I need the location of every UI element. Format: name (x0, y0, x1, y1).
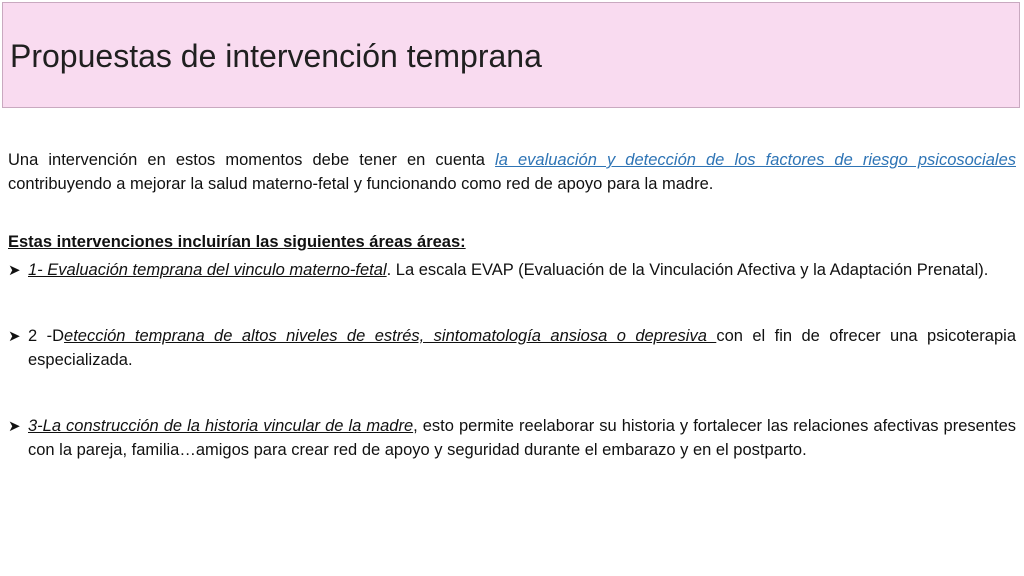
bullet-underlined: 1- Evaluación temprana del vinculo materno-fetal (28, 261, 387, 279)
bullet-item (8, 258, 1016, 282)
bullet-underlined: 3-La construcción de la historia vincular de la madre (28, 417, 414, 435)
intro-paragraph (8, 148, 1016, 196)
bullet-rest: , esto permite reelaborar su historia y fortalecer las relaciones afectivas presentes con la pareja, familia…amigos para crear red de apoyo y seguridad durante el embarazo y en el postparto. (28, 417, 1017, 459)
intro-highlight: la evaluación y detección de los factores de riesgo psicosociales (495, 151, 1016, 169)
arrow-right-icon: ➤ (8, 262, 21, 279)
bullet-item (8, 414, 1016, 462)
slide-content (8, 148, 1016, 462)
bullet-item (8, 324, 1016, 372)
slide-title: Propuestas de intervención temprana (10, 38, 542, 74)
bullet-rest: con el fin de ofrecer una psicoterapia especializada. (28, 327, 1016, 369)
title-bar (2, 2, 1020, 108)
bullet-prefix: 2 -D (28, 327, 65, 345)
bullet-underlined: etección temprana de altos niveles de estrés, sintomatología ansiosa o depresiva (64, 327, 717, 345)
section-heading: Estas intervenciones incluirían las siguientes áreas áreas: (8, 233, 466, 251)
arrow-right-icon: ➤ (8, 418, 21, 435)
intro-text-after: contribuyendo a mejorar la salud materno-fetal y funcionando como red de apoyo para la madre. (8, 175, 714, 193)
intro-text-before: Una intervención en estos momentos debe tener en cuenta (8, 151, 496, 169)
bullet-rest: . La escala EVAP (Evaluación de la Vinculación Afectiva y la Adaptación Prenatal). (386, 261, 989, 279)
arrow-right-icon: ➤ (8, 328, 21, 345)
